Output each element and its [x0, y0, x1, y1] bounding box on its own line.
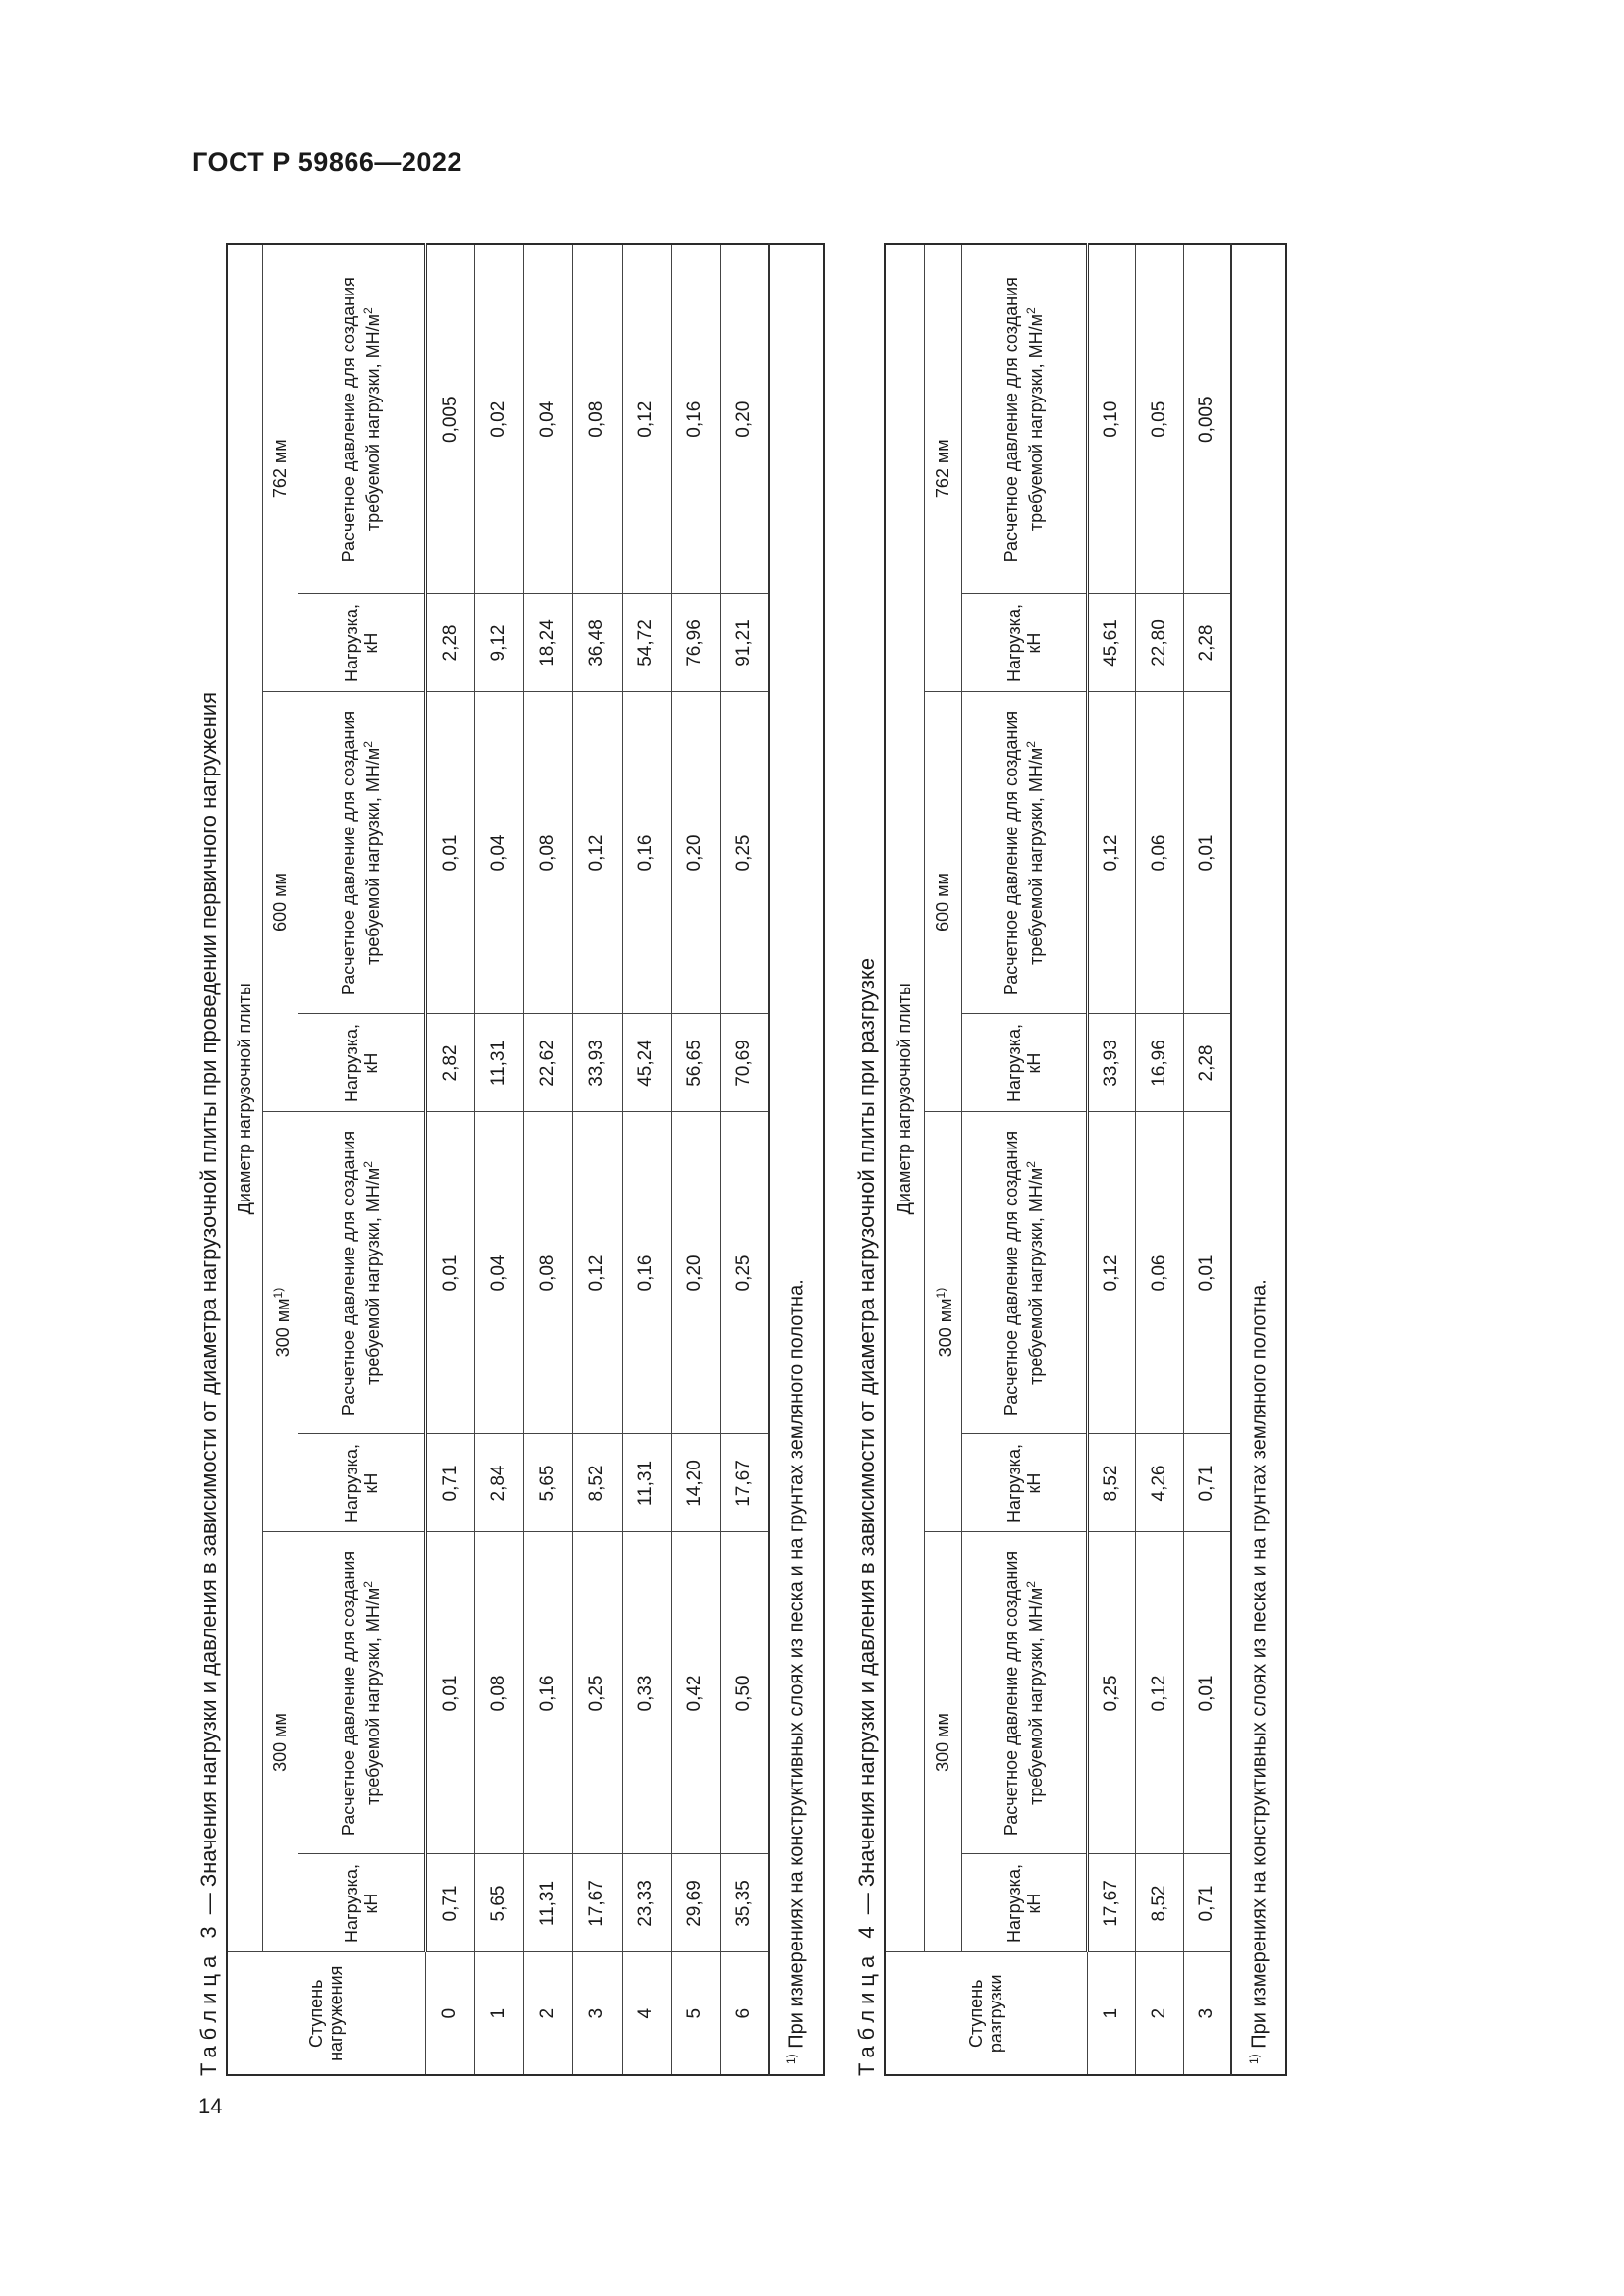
stage-cell: 1: [474, 1952, 523, 2075]
pressure-cell: 0,12: [1087, 1112, 1135, 1434]
load-cell: 70,69: [720, 1014, 769, 1112]
pressure-cell: 0,01: [1183, 692, 1231, 1014]
stage-header: Ступень разгрузки: [885, 1952, 1087, 2075]
pressure-cell: 0,25: [720, 1112, 769, 1434]
load-cell: 11,31: [474, 1014, 523, 1112]
stage-cell: 0: [425, 1952, 474, 2075]
load-cell: 0,71: [425, 1434, 474, 1532]
stage-cell: 4: [622, 1952, 671, 2075]
document-code: ГОСТ Р 59866—2022: [192, 147, 462, 177]
pressure-cell: 0,50: [720, 1532, 769, 1854]
group-300: 300 мм: [262, 1532, 298, 1952]
pressure-cell: 0,08: [572, 244, 622, 594]
load-cell: 23,33: [622, 1854, 671, 1952]
group-300b-text: 300 мм: [935, 1298, 955, 1358]
load-cell: 45,61: [1087, 594, 1135, 692]
pressure-cell: 0,16: [622, 692, 671, 1014]
table-3-label: Таблица 3: [196, 1920, 221, 2076]
load-header: Нагрузка, кН: [961, 1854, 1087, 1952]
pressure-cell: 0,005: [1183, 244, 1231, 594]
pressure-cell: 0,20: [671, 1112, 720, 1434]
stage-cell: 2: [523, 1952, 572, 2075]
load-cell: 0,71: [1183, 1854, 1231, 1952]
pressure-cell: 0,01: [1183, 1112, 1231, 1434]
pressure-header: Расчетное давление для создания требуемой нагрузки, $МН/м^2$: [961, 1532, 1087, 1854]
load-cell: 33,93: [572, 1014, 622, 1112]
table-row: [1135, 244, 1183, 2075]
pressure-cell: 0,16: [671, 244, 720, 594]
load-cell: 16,96: [1135, 1014, 1183, 1112]
pressure-header: Расчетное давление для создания требуемой нагрузки, $МН/м^2$: [961, 1112, 1087, 1434]
pressure-cell: 0,12: [622, 244, 671, 594]
table-row: [425, 244, 474, 2075]
table-4-caption: — Значения нагрузки и давления в зависимости от диаметра нагрузочной плиты при разгрузке: [854, 957, 879, 1921]
stage-cell: 5: [671, 1952, 720, 2075]
load-cell: 2,82: [425, 1014, 474, 1112]
load-header: Нагрузка, кН: [298, 1854, 425, 1952]
pressure-cell: 0,01: [1183, 1532, 1231, 1854]
pressure-cell: 0,01: [425, 1112, 474, 1434]
load-cell: 45,24: [622, 1014, 671, 1112]
table-row: [1183, 244, 1231, 2075]
table-3: [226, 243, 825, 2076]
load-cell: 8,52: [1135, 1854, 1183, 1952]
stage-cell: 3: [572, 1952, 622, 2075]
diameter-header: Диаметр нагрузочной плиты: [227, 244, 262, 1952]
load-cell: 22,62: [523, 1014, 572, 1112]
pressure-cell: 0,25: [572, 1532, 622, 1854]
group-300-footnoted: [924, 1112, 961, 1532]
pressure-cell: 0,02: [474, 244, 523, 594]
load-cell: 0,71: [1183, 1434, 1231, 1532]
load-cell: 14,20: [671, 1434, 720, 1532]
stage-cell: 6: [720, 1952, 769, 2075]
load-cell: 17,67: [720, 1434, 769, 1532]
pressure-cell: 0,04: [523, 244, 572, 594]
pressure-cell: 0,01: [425, 692, 474, 1014]
group-300b-text: 300 мм: [272, 1298, 293, 1358]
pressure-cell: 0,04: [474, 1112, 523, 1434]
load-cell: 29,69: [671, 1854, 720, 1952]
pressure-cell: 0,25: [1087, 1532, 1135, 1854]
load-cell: 17,67: [572, 1854, 622, 1952]
table-3-footnote: $^{1)}$ При измерениях на конструктивных слоях из песка и на грунтах земляного полотна.: [769, 244, 824, 2075]
table-4-block: [850, 245, 1287, 2076]
table-3-title: [192, 245, 226, 2076]
load-cell: 5,65: [523, 1434, 572, 1532]
pressure-header: Расчетное давление для создания требуемой нагрузки, $МН/м^2$: [298, 244, 425, 594]
pressure-cell: 0,05: [1135, 244, 1183, 594]
load-cell: 5,65: [474, 1854, 523, 1952]
pressure-cell: 0,12: [572, 1112, 622, 1434]
pressure-header: Расчетное давление для создания требуемой нагрузки, $МН/м^2$: [298, 692, 425, 1014]
load-cell: 35,35: [720, 1854, 769, 1952]
pressure-cell: 0,42: [671, 1532, 720, 1854]
pressure-cell: 0,12: [572, 692, 622, 1014]
pressure-cell: 0,08: [523, 1112, 572, 1434]
table-4-footnote: $^{1)}$ При измерениях на конструктивных слоях из песка и на грунтах земляного полотна.: [1231, 244, 1286, 2075]
group-762: 762 мм: [924, 244, 961, 692]
pressure-cell: 0,04: [474, 692, 523, 1014]
group-600: 600 мм: [924, 692, 961, 1112]
group-footnote-mark: 1): [270, 1287, 285, 1299]
table-3-block: [192, 245, 825, 2076]
load-cell: 8,52: [572, 1434, 622, 1532]
group-300: 300 мм: [924, 1532, 961, 1952]
load-cell: 2,84: [474, 1434, 523, 1532]
pressure-cell: 0,16: [622, 1112, 671, 1434]
load-cell: 22,80: [1135, 594, 1183, 692]
table-4-label: Таблица 4: [854, 1920, 879, 2076]
stage-header: Ступень нагружения: [227, 1952, 425, 2075]
table-row: [1087, 244, 1135, 2075]
load-cell: 9,12: [474, 594, 523, 692]
page-number: 14: [198, 2094, 223, 2118]
load-header: Нагрузка, кН: [961, 1434, 1087, 1532]
load-header: Нагрузка, кН: [961, 594, 1087, 692]
pressure-cell: 0,20: [671, 692, 720, 1014]
group-762: 762 мм: [262, 244, 298, 692]
load-cell: 56,65: [671, 1014, 720, 1112]
pressure-header: Расчетное давление для создания требуемой нагрузки, $МН/м^2$: [961, 244, 1087, 594]
table-row: [622, 244, 671, 2075]
pressure-cell: 0,20: [720, 244, 769, 594]
pressure-cell: 0,25: [720, 692, 769, 1014]
pressure-header: Расчетное давление для создания требуемой нагрузки, $МН/м^2$: [961, 692, 1087, 1014]
table-3-caption: — Значения нагрузки и давления в зависимости от диаметра нагрузочной плиты при проведении первичного нагружения: [196, 691, 221, 1921]
load-cell: 11,31: [622, 1434, 671, 1532]
load-cell: 11,31: [523, 1854, 572, 1952]
stage-cell: 2: [1135, 1952, 1183, 2075]
pressure-cell: 0,33: [622, 1532, 671, 1854]
pressure-cell: 0,005: [425, 244, 474, 594]
table-row: [474, 244, 523, 2075]
load-cell: 2,28: [1183, 594, 1231, 692]
pressure-cell: 0,08: [523, 692, 572, 1014]
load-header: Нагрузка, кН: [298, 1014, 425, 1112]
load-header: Нагрузка, кН: [298, 1434, 425, 1532]
load-cell: 4,26: [1135, 1434, 1183, 1532]
stage-cell: 1: [1087, 1952, 1135, 2075]
diameter-header: Диаметр нагрузочной плиты: [885, 244, 924, 1952]
table-4: [884, 243, 1287, 2076]
table-4-title: [850, 245, 884, 2076]
load-cell: 2,28: [1183, 1014, 1231, 1112]
load-cell: 36,48: [572, 594, 622, 692]
pressure-cell: 0,10: [1087, 244, 1135, 594]
pressure-cell: 0,08: [474, 1532, 523, 1854]
group-footnote-mark: 1): [933, 1287, 947, 1299]
pressure-cell: 0,06: [1135, 692, 1183, 1014]
table-row: [720, 244, 769, 2075]
load-cell: 76,96: [671, 594, 720, 692]
stage-cell: 3: [1183, 1952, 1231, 2075]
load-cell: 0,71: [425, 1854, 474, 1952]
load-cell: 18,24: [523, 594, 572, 692]
pressure-cell: 0,12: [1087, 692, 1135, 1014]
pressure-cell: 0,06: [1135, 1112, 1183, 1434]
load-cell: 91,21: [720, 594, 769, 692]
group-600: 600 мм: [262, 692, 298, 1112]
table-row: [671, 244, 720, 2075]
pressure-cell: 0,12: [1135, 1532, 1183, 1854]
load-header: Нагрузка, кН: [961, 1014, 1087, 1112]
load-cell: 2,28: [425, 594, 474, 692]
load-cell: 8,52: [1087, 1434, 1135, 1532]
table-row: [523, 244, 572, 2075]
pressure-header: Расчетное давление для создания требуемой нагрузки, $МН/м^2$: [298, 1112, 425, 1434]
group-300-footnoted: [262, 1112, 298, 1532]
pressure-header: Расчетное давление для создания требуемой нагрузки, $МН/м^2$: [298, 1532, 425, 1854]
load-cell: 33,93: [1087, 1014, 1135, 1112]
load-header: Нагрузка, кН: [298, 594, 425, 692]
pressure-cell: 0,16: [523, 1532, 572, 1854]
load-cell: 17,67: [1087, 1854, 1135, 1952]
load-cell: 54,72: [622, 594, 671, 692]
pressure-cell: 0,01: [425, 1532, 474, 1854]
table-row: [572, 244, 622, 2075]
